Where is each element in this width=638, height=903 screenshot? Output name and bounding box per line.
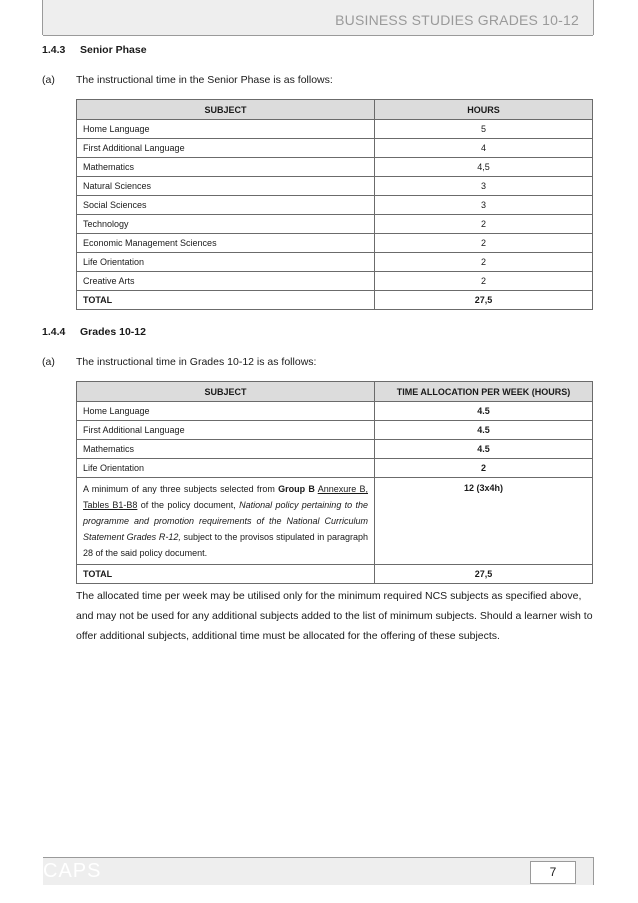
table-row — [77, 120, 593, 139]
paragraph-label: (a) — [42, 74, 55, 86]
column-header-subject: SUBJECT — [77, 382, 375, 402]
table-row — [77, 196, 593, 215]
table-row — [77, 139, 593, 158]
column-header-subject: SUBJECT — [77, 100, 375, 120]
hours-cell: 4.5 — [375, 402, 593, 421]
senior-phase-table — [76, 99, 593, 310]
table-row — [77, 234, 593, 253]
paragraph-text: The instructional time in Grades 10-12 is as follows: — [76, 356, 317, 368]
annexure-link[interactable]: Annexure B, Tables B1-B8 — [83, 484, 368, 510]
footer-right-rule — [593, 857, 594, 885]
total-label: TOTAL — [77, 565, 375, 584]
table-row — [77, 402, 593, 421]
subject-cell: Home Language — [77, 402, 375, 421]
subject-cell: Mathematics — [77, 440, 375, 459]
table-row — [77, 177, 593, 196]
cell-text: A minimum of any three subjects selected from — [83, 484, 279, 494]
paragraph-a-143 — [42, 74, 593, 88]
table-row — [77, 440, 593, 459]
subject-cell: Mathematics — [77, 158, 375, 177]
hours-cell: 3 — [375, 196, 593, 215]
column-header-time-allocation: TIME ALLOCATION PER WEEK (HOURS) — [375, 382, 593, 402]
section-heading-144 — [42, 326, 146, 338]
page-header — [43, 0, 593, 36]
table-row — [77, 421, 593, 440]
policy-title: National policy pertaining to the programme and promotion requirements of the National Curriculum Statement Grades R-12, — [83, 500, 369, 542]
total-value: 27,5 — [375, 291, 593, 310]
subject-cell: Life Orientation — [77, 459, 375, 478]
table-row — [77, 215, 593, 234]
footer-caps-label: CAPS — [43, 860, 102, 882]
table-row — [77, 158, 593, 177]
hours-cell: 2 — [375, 215, 593, 234]
hours-cell: 5 — [375, 120, 593, 139]
paragraph-text: The instructional time in the Senior Phase is as follows: — [76, 74, 333, 86]
table-row — [77, 272, 593, 291]
subject-cell: Life Orientation — [77, 253, 375, 272]
paragraph-label: (a) — [42, 356, 55, 368]
subject-cell: Economic Management Sciences — [77, 234, 375, 253]
total-value: 27,5 — [375, 565, 593, 584]
closing-paragraph: The allocated time per week may be utilised only for the minimum required NCS subjects as specified above, and may not be used for any additional subjects added to the list of minimum subjects. Should a learner wish to offer additional subjects, additional time must be allocated for the offering of these subjects. — [76, 590, 593, 642]
table-row — [77, 459, 593, 478]
header-right-rule — [593, 0, 594, 35]
subject-cell: First Additional Language — [77, 421, 375, 440]
section-title: Senior Phase — [80, 44, 147, 56]
section-heading-143 — [42, 44, 147, 56]
cell-text: subject to the provisos stipulated in paragraph 28 of the said policy document. — [83, 532, 368, 558]
hours-cell: 4.5 — [375, 440, 593, 459]
table-total-row — [77, 291, 593, 310]
hours-cell: 2 — [375, 272, 593, 291]
section-number: 1.4.4 — [42, 326, 66, 338]
subject-cell: Social Sciences — [77, 196, 375, 215]
header-title: BUSINESS STUDIES GRADES 10-12 — [335, 12, 579, 28]
hours-cell: 2 — [375, 234, 593, 253]
section-title: Grades 10-12 — [80, 326, 146, 338]
hours-cell: 3 — [375, 177, 593, 196]
hours-cell: 4.5 — [375, 421, 593, 440]
table-header-row — [77, 100, 593, 120]
subject-cell: First Additional Language — [77, 139, 375, 158]
hours-cell: 2 — [375, 253, 593, 272]
table-row — [77, 253, 593, 272]
hours-cell: 4,5 — [375, 158, 593, 177]
subject-cell: Creative Arts — [77, 272, 375, 291]
column-header-hours: HOURS — [375, 100, 593, 120]
subject-cell: Natural Sciences — [77, 177, 375, 196]
page-number: 7 — [530, 861, 576, 884]
grades-10-12-table — [76, 381, 593, 584]
subject-cell: Home Language — [77, 120, 375, 139]
paragraph-a-144 — [42, 356, 593, 370]
group-b-label: Group B — [278, 484, 315, 494]
section-number: 1.4.3 — [42, 44, 66, 56]
hours-cell: 2 — [375, 459, 593, 478]
hours-cell: 4 — [375, 139, 593, 158]
table-header-row — [77, 382, 593, 402]
hours-cell: 12 (3x4h) — [375, 478, 593, 565]
table-row — [77, 478, 593, 565]
subject-cell: Technology — [77, 215, 375, 234]
table-total-row — [77, 565, 593, 584]
group-b-subjects-cell — [77, 478, 375, 565]
cell-text: of the policy document, — [137, 500, 240, 510]
page-footer — [43, 857, 593, 885]
total-label: TOTAL — [77, 291, 375, 310]
